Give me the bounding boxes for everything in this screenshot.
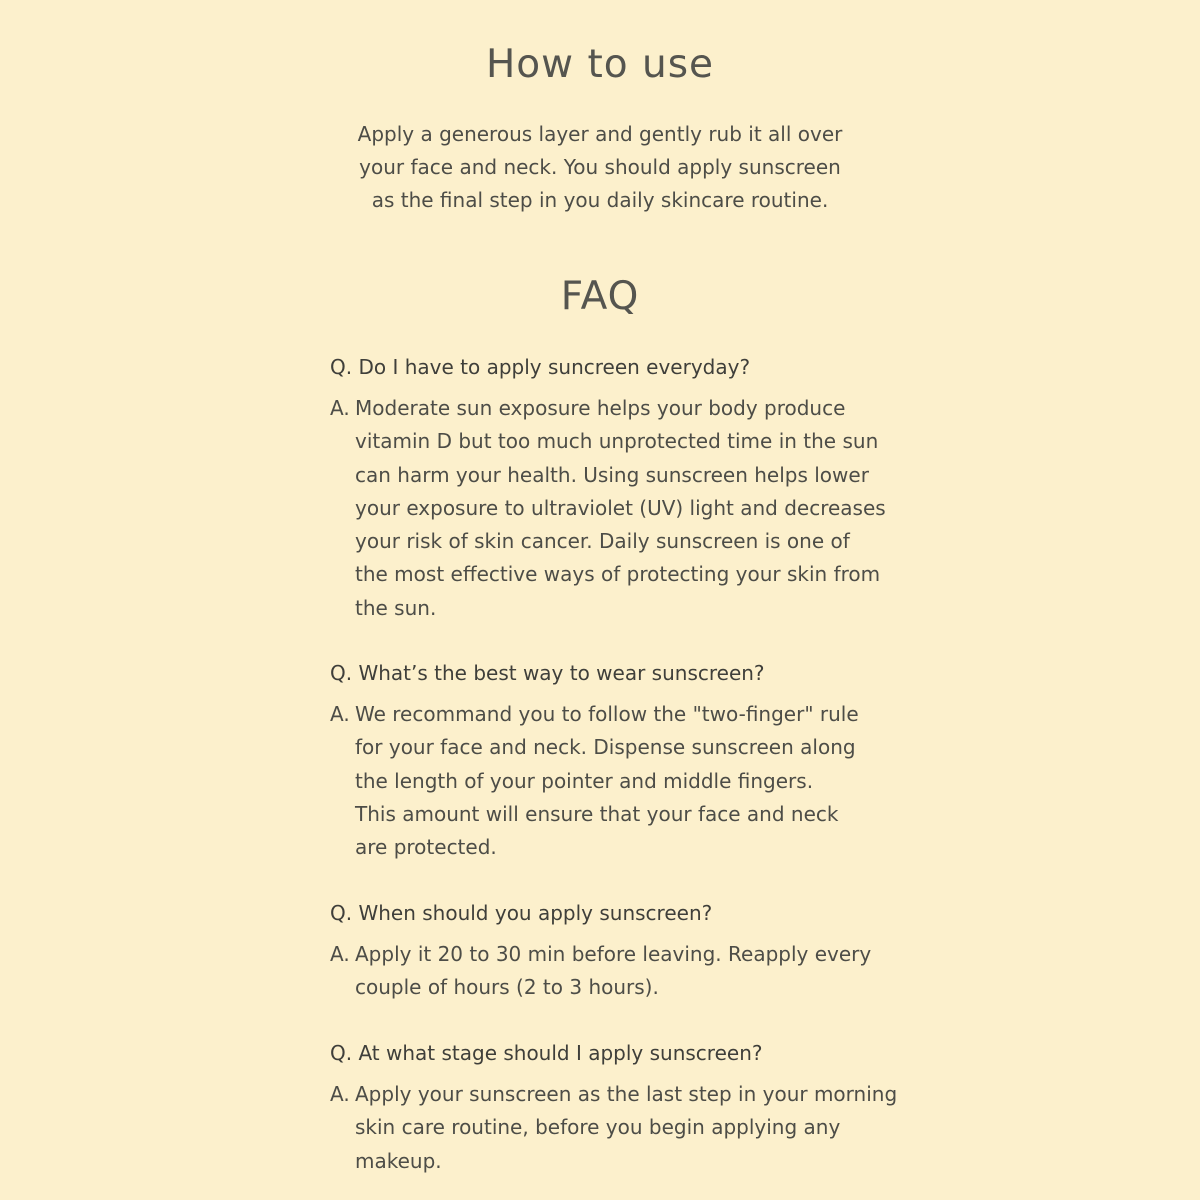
faq-question: Q. When should you apply sunscreen? bbox=[330, 901, 713, 925]
faq-question: Q. At what stage should I apply sunscreen? bbox=[330, 1041, 763, 1065]
faq-answer bbox=[330, 698, 890, 864]
faq-answer-line: for your face and neck. Dispense sunscreen along bbox=[355, 735, 856, 760]
faq-question: Q. Do I have to apply suncreen everyday? bbox=[330, 355, 751, 379]
how-to-use-line: your face and neck. You should apply sunscreen bbox=[359, 155, 841, 179]
answer-text: We recommand you to follow the "two-finger" rule bbox=[355, 702, 859, 726]
faq-item bbox=[330, 351, 890, 657]
faq-answer-line: your exposure to ultraviolet (UV) light and decreases bbox=[355, 495, 886, 520]
faq-item bbox=[330, 657, 890, 897]
faq-answer-line: the sun. bbox=[355, 595, 437, 620]
faq-answer-line: skin care routine, before you begin applying any bbox=[355, 1115, 841, 1140]
faq-answer-line: are protected. bbox=[355, 835, 497, 860]
answer-prefix: A. bbox=[330, 942, 350, 966]
faq-answer-line: makeup. bbox=[355, 1148, 442, 1173]
how-to-use-title: How to use bbox=[485, 42, 715, 87]
answer-prefix: A. bbox=[330, 1082, 350, 1106]
faq-answer-line bbox=[330, 698, 890, 731]
faq-item bbox=[330, 1037, 898, 1177]
answer-text: Apply your sunscreen as the last step in your morning bbox=[355, 1082, 898, 1106]
faq-answer-line: your risk of skin cancer. Daily sunscreen is one of bbox=[355, 529, 850, 554]
faq-title: FAQ bbox=[560, 274, 640, 319]
faq-answer-line bbox=[330, 392, 890, 425]
faq-answer-line: couple of hours (2 to 3 hours). bbox=[355, 975, 659, 1000]
how-to-use-line: as the final step in you daily skincare routine. bbox=[371, 188, 829, 212]
faq-answer-line bbox=[330, 938, 890, 971]
faq-answer bbox=[330, 1078, 898, 1178]
faq-answer-line: This amount will ensure that your face and neck bbox=[355, 801, 839, 826]
faq-answer-line: the most effective ways of protecting your skin from bbox=[355, 562, 881, 587]
answer-text: Apply it 20 to 30 min before leaving. Reapply every bbox=[355, 942, 872, 966]
faq-answer-line: vitamin D but too much unprotected time in the sun bbox=[355, 429, 879, 454]
faq-list bbox=[330, 351, 898, 1177]
how-to-use-text bbox=[320, 118, 880, 217]
faq-answer-line: the length of your pointer and middle fingers. bbox=[355, 768, 814, 793]
faq-answer-line bbox=[330, 1078, 898, 1111]
faq-answer-line: can harm your health. Using sunscreen helps lower bbox=[355, 462, 869, 487]
answer-text: Moderate sun exposure helps your body produce bbox=[355, 396, 846, 420]
faq-answer bbox=[330, 392, 890, 625]
answer-prefix: A. bbox=[330, 396, 350, 420]
faq-answer bbox=[330, 938, 890, 1005]
faq-item bbox=[330, 897, 890, 1037]
how-to-use-line: Apply a generous layer and gently rub it all over bbox=[357, 122, 843, 146]
faq-question: Q. What’s the best way to wear sunscreen? bbox=[330, 661, 765, 685]
answer-prefix: A. bbox=[330, 702, 350, 726]
